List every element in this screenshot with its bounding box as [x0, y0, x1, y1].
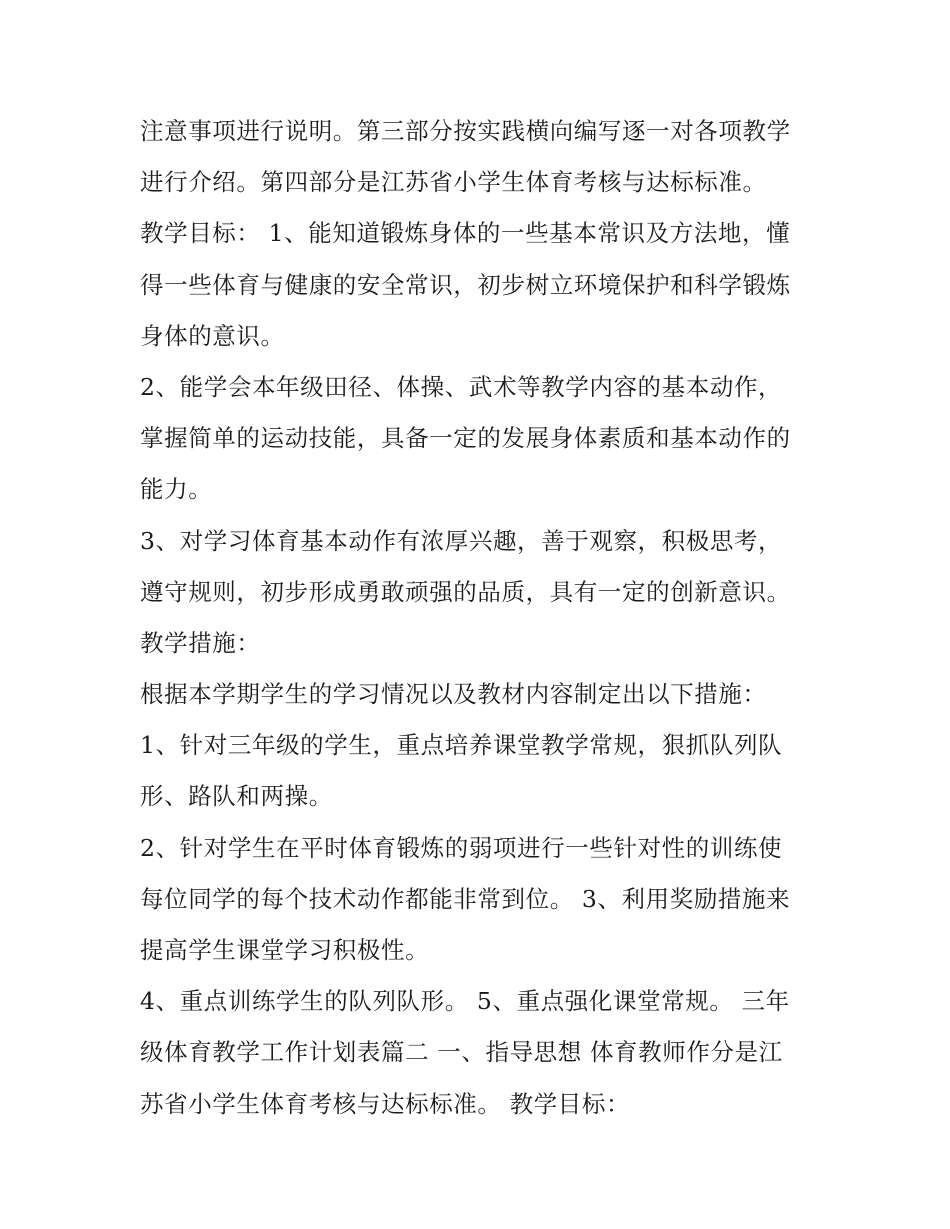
text-line: 教学措施：	[140, 628, 261, 657]
text-line: 遵守规则，初步形成勇敢顽强的品质，具有一定的创新意识。	[140, 577, 791, 606]
text-line: 每位同学的每个技术动作都能非常到位。 3、利用奖励措施来	[140, 884, 791, 913]
text-line: 3、对学习体育基本动作有浓厚兴趣，善于观察，积极思考，	[140, 526, 783, 555]
text-line: 提高学生课堂学习积极性。	[140, 936, 430, 964]
text-line: 注意事项进行说明。第三部分按实践横向编写逐一对各项教学	[140, 117, 791, 145]
text-line: 苏省小学生体育考核与达标标准。 教学目标：	[140, 1089, 631, 1118]
text-line: 身体的意识。	[140, 321, 285, 350]
document-body	[140, 106, 820, 1130]
text-line: 根据本学期学生的学习情况以及教材内容制定出以下措施：	[140, 680, 767, 709]
text-line: 2、针对学生在平时体育锻炼的弱项进行一些针对性的训练使	[140, 833, 783, 862]
text-line: 4、重点训练学生的队列队形。 5、重点强化课堂常规。 三年	[140, 987, 790, 1016]
text-line: 掌握简单的运动技能，具备一定的发展身体素质和基本动作的	[140, 424, 791, 453]
text-line: 1、针对三年级的学生，重点培养课堂教学常规，狠抓队列队	[140, 731, 783, 760]
text-line: 能力。	[140, 475, 213, 504]
text-line: 形、路队和两操。	[140, 782, 333, 811]
text-line: 级体育教学工作计划表篇二 一、指导思想 体育教师作分是江	[140, 1038, 783, 1067]
text-line: 进行介绍。第四部分是江苏省小学生体育考核与达标标准。	[140, 168, 767, 197]
text-line: 得一些体育与健康的安全常识，初步树立环境保护和科学锻炼	[140, 270, 791, 299]
text-line: 2、能学会本年级田径、体操、武术等教学内容的基本动作，	[140, 372, 783, 401]
text-line: 教学目标： 1、能知道锻炼身体的一些基本常识及方法地，懂	[140, 219, 791, 248]
